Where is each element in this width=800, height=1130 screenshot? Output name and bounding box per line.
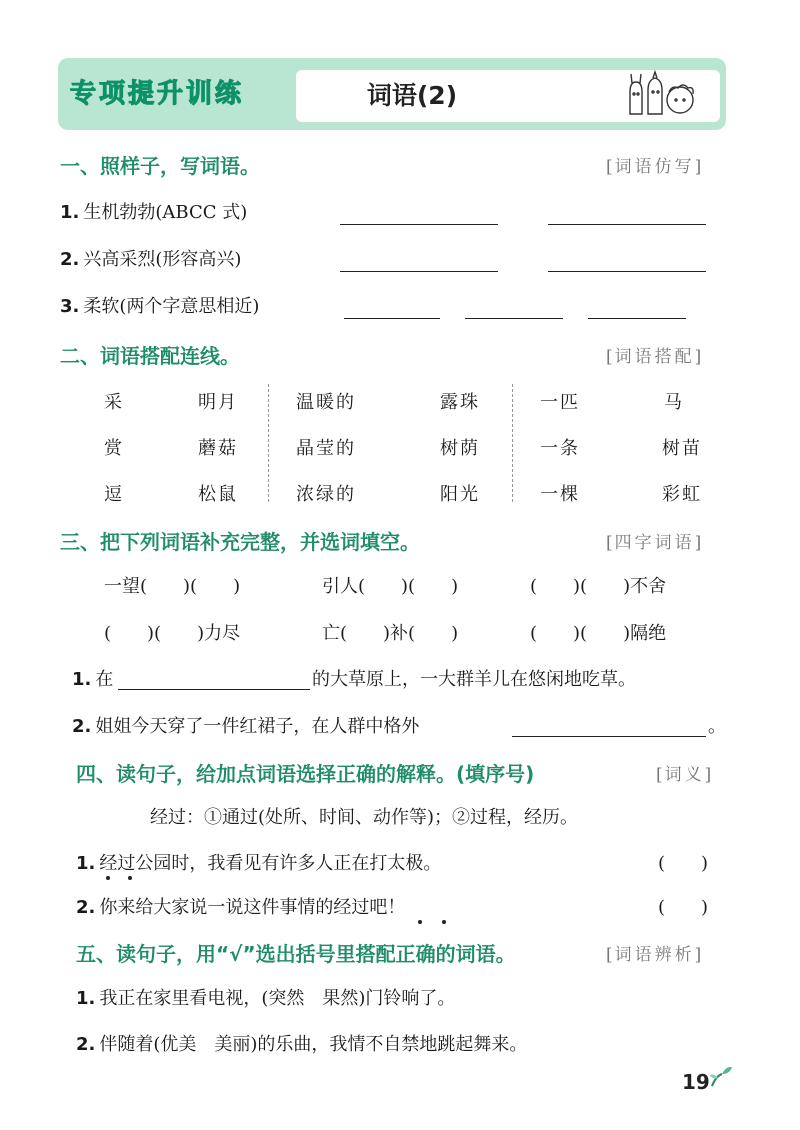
match-word[interactable]: 树苗 (662, 438, 702, 459)
section-1-heading: 一、照样子，写词语。 (60, 154, 260, 178)
answer-blank[interactable] (118, 689, 310, 690)
match-word[interactable]: 马 (664, 392, 684, 413)
question-3-2-tail: 。 (708, 716, 726, 737)
match-word[interactable]: 逗 (104, 484, 124, 505)
answer-blank[interactable] (340, 271, 498, 272)
question-1-3: 3. 柔软(两个字意思相近) (60, 296, 260, 317)
idiom-blank[interactable]: ( )( )隔绝 (530, 623, 667, 644)
match-word[interactable]: 松鼠 (198, 484, 238, 505)
question-5-2: 2. 伴随着(优美 美丽)的乐曲，我情不自禁地跳起舞来。 (76, 1034, 528, 1055)
answer-paren[interactable]: ( ) (658, 897, 709, 918)
question-4-1: 1. 经过公园时，我看见有许多人正在打太极。 (76, 853, 442, 874)
match-word[interactable]: 露珠 (440, 392, 480, 413)
idiom-blank[interactable]: 亡( )补( ) (322, 623, 459, 644)
page-number: 19 (682, 1070, 710, 1094)
section-2-tag: [ 词语搭配 ] (606, 342, 704, 367)
match-word[interactable]: 赏 (104, 438, 124, 459)
definition: 经过：①通过(处所、时间、动作等)；②过程，经历。 (150, 807, 579, 828)
answer-paren[interactable]: ( ) (658, 853, 709, 874)
answer-blank[interactable] (344, 318, 440, 319)
question-1-1: 1. 生机勃勃(ABCC 式) (60, 202, 248, 223)
series-label: 专项提升训练 (70, 79, 245, 109)
match-word[interactable]: 一匹 (540, 392, 580, 413)
match-word[interactable]: 温暖的 (296, 392, 356, 413)
answer-blank[interactable] (548, 271, 706, 272)
match-word[interactable]: 树荫 (440, 438, 480, 459)
match-word[interactable]: 彩虹 (662, 484, 702, 505)
group-divider (512, 384, 513, 502)
section-3-tag: [ 四字词语 ] (606, 528, 704, 553)
idiom-blank[interactable]: ( )( )不舍 (530, 576, 667, 597)
emphasis-dot (418, 920, 422, 924)
answer-blank[interactable] (548, 224, 706, 225)
group-divider (268, 384, 269, 502)
answer-blank[interactable] (340, 224, 498, 225)
match-word[interactable]: 采 (104, 392, 124, 413)
answer-blank[interactable] (512, 736, 706, 737)
section-4-tag: [ 词义 ] (656, 760, 714, 785)
match-word[interactable]: 一条 (540, 438, 580, 459)
section-5-tag: [ 词语辨析 ] (606, 940, 704, 965)
question-3-1-tail: 的大草原上，一大群羊儿在悠闲地吃草。 (312, 669, 636, 690)
question-3-1: 1. 在 (72, 669, 114, 690)
emphasis-dot (442, 920, 446, 924)
section-3-heading: 三、把下列词语补充完整，并选词填空。 (60, 530, 420, 554)
question-5-1: 1. 我正在家里看电视，(突然 果然)门铃响了。 (76, 988, 456, 1009)
match-word[interactable]: 阳光 (440, 484, 480, 505)
sprout-icon (708, 1064, 734, 1088)
page-title: 词语(2) (366, 81, 458, 110)
question-1-2: 2. 兴高采烈(形容高兴) (60, 249, 242, 270)
mascot-icon (622, 70, 702, 122)
answer-blank[interactable] (588, 318, 686, 319)
question-3-2: 2. 姐姐今天穿了一件红裙子，在人群中格外 (72, 716, 420, 737)
section-1-tag: [ 词语仿写 ] (606, 152, 704, 177)
match-word[interactable]: 明月 (198, 392, 238, 413)
section-4-heading: 四、读句子，给加点词语选择正确的解释。(填序号) (76, 762, 535, 786)
match-word[interactable]: 一棵 (540, 484, 580, 505)
question-4-2: 2. 你来给大家说一说这件事情的经过吧！ (76, 897, 406, 918)
section-5-heading: 五、读句子，用“√”选出括号里搭配正确的词语。 (76, 942, 516, 966)
match-word[interactable]: 晶莹的 (296, 438, 356, 459)
section-2-heading: 二、词语搭配连线。 (60, 344, 240, 368)
idiom-blank[interactable]: 一望( )( ) (104, 576, 241, 597)
answer-blank[interactable] (465, 318, 563, 319)
match-word[interactable]: 浓绿的 (296, 484, 356, 505)
idiom-blank[interactable]: 引人( )( ) (322, 576, 459, 597)
match-word[interactable]: 蘑菇 (198, 438, 238, 459)
emphasis-dot (128, 876, 132, 880)
idiom-blank[interactable]: ( )( )力尽 (104, 623, 241, 644)
emphasis-dot (106, 876, 110, 880)
